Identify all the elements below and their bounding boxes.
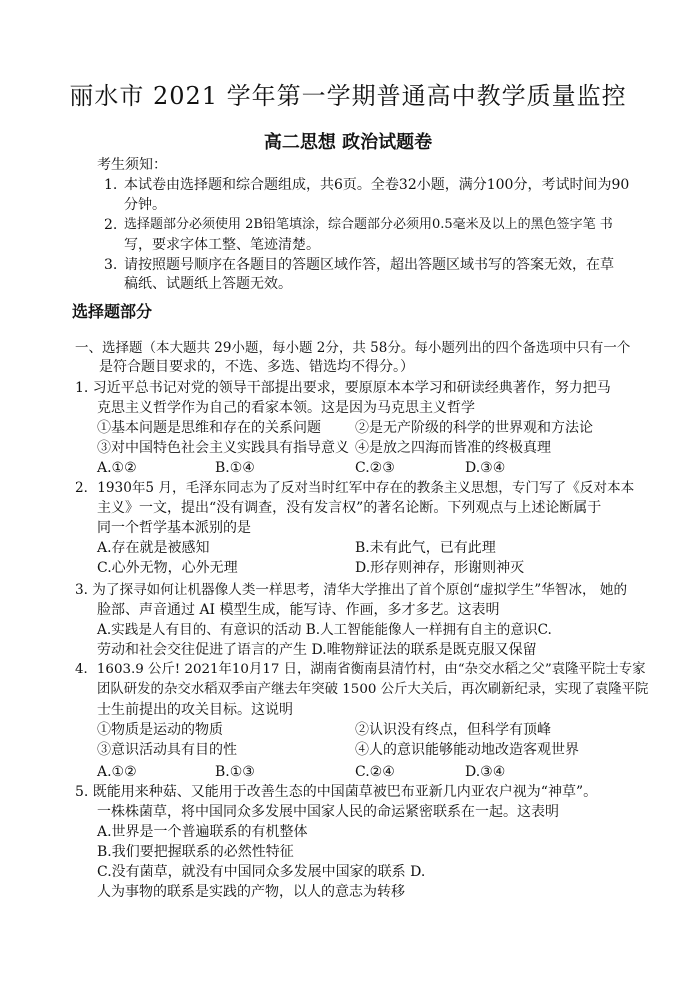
- question-3-choices: 劳动和社会交往促进了语言的产生 D.唯物辩证法的联系是既克服又保留: [97, 642, 537, 658]
- section-intro: 是符合题目要求的，不选、多选、错选均不得分。）: [99, 359, 414, 375]
- question-3-choices: A.实践是人有目的、有意识的活动 B.人工智能能像人一样拥有自主的意识C.: [97, 622, 552, 638]
- question-1-choice: D.③④: [465, 460, 506, 476]
- exam-subtitle: 高二思想 政治试题卷: [263, 132, 433, 153]
- notice-item-number: 3.: [104, 257, 118, 273]
- question-3-stem: 3. 为了探寻如何让机器像人类一样思考，清华大学推出了首个原创“虚拟学生”华智冰， 她的: [75, 582, 628, 598]
- question-5-choice: 人为事物的联系是实践的产物，以人的意志为转移: [97, 884, 405, 900]
- question-2-choice: B.未有此气，已有此理: [355, 540, 496, 556]
- question-5-stem: 一株株菌草，将中国同众多发展中国家人民的命运紧密联系在一起。这表明: [97, 804, 559, 820]
- notice-item-text: 写，要求字体工整、笔迹清楚。: [124, 237, 320, 253]
- question-4-option: ①物质是运动的物质: [97, 722, 223, 738]
- question-2-stem: 2．1930年5 月，毛泽东同志为了反对当时红军中存在的教条主义思想，专门写了《反对本本: [75, 480, 635, 496]
- notice-item-text: 请按照题号顺序在各题目的答题区域作答，超出答题区域书写的答案无效，在草: [124, 257, 614, 273]
- notice-item-text: 选择题部分必须使用 2B铅笔填涂，综合题部分必须用0.5毫米及以上的黑色签字笔 书: [124, 217, 613, 232]
- question-1-choice: C.②③: [355, 460, 395, 476]
- question-1-stem: 1. 习近平总书记对党的领导干部提出要求，要原原本本学习和研读经典著作，努力把马: [75, 380, 611, 396]
- question-2-choice: A.存在就是被感知: [97, 540, 210, 556]
- question-3-stem: 脸部、声音通过 AI 模型生成，能写诗、作画，多才多艺。这表明: [97, 602, 500, 618]
- question-5-choice: B.我们要把握联系的必然性特征: [97, 844, 294, 860]
- question-1-option: ②是无产阶级的科学的世界观和方法论: [355, 420, 593, 436]
- question-2-choice: D.形存则神存，形谢则神灭: [355, 560, 525, 576]
- question-1-option: ①基本问题是思维和存在的关系问题: [97, 420, 321, 436]
- question-4-choice: A.①②: [97, 764, 137, 780]
- question-5-choice: A.世界是一个普遍联系的有机整体: [97, 824, 308, 840]
- question-1-option: ④是放之四海而皆准的终极真理: [355, 440, 551, 456]
- question-4-choice: C.②④: [355, 764, 395, 780]
- section-title: 选择题部分: [72, 302, 153, 321]
- question-1-choice: B.①④: [215, 460, 255, 476]
- question-4-stem: 4．1603.9 公斤! 2021年10月17 日，湖南省衡南县清竹村，由“杂交水稻之父”袁隆平院士专家: [75, 662, 646, 677]
- question-2-stem: 同一个哲学基本派别的是: [97, 520, 251, 536]
- question-2-choice: C.心外无物，心外无理: [97, 560, 238, 576]
- notice-item-number: 1.: [104, 177, 118, 193]
- section-intro: 一、选择题（本大题共 29小题，每小题 2分，共 58分。每小题列出的四个备选项中只有一个: [75, 340, 631, 356]
- question-2-stem: 主义》一文，提出“没有调查，没有发言权”的著名论断。下列观点与上述论断属于: [97, 500, 602, 516]
- question-4-option: ③意识活动具有目的性: [97, 742, 237, 758]
- notice-heading: 考生须知：: [97, 157, 167, 173]
- notice-item-number: 2.: [104, 217, 118, 233]
- question-5-stem: 5. 既能用来种菇、又能用于改善生态的中国菌草被巴布亚新几内亚农户视为“神草”。: [75, 784, 598, 800]
- question-1-choice: A.①②: [97, 460, 137, 476]
- question-1-option: ③对中国特色社会主义实践具有指导意义: [97, 440, 349, 456]
- notice-item-text: 分钟。: [124, 197, 166, 213]
- question-4-stem: 士生前提出的攻关目标。这说明: [97, 702, 293, 718]
- notice-item-text: 稿纸、试题纸上答题无效。: [124, 276, 292, 292]
- question-4-choice: D.③④: [465, 764, 506, 780]
- question-5-choice: C.没有菌草，就没有中国同众多发展中国家的联系 D.: [97, 864, 426, 880]
- question-1-stem: 克思主义哲学作为自己的看家本领。这是因为马克思主义哲学: [97, 400, 475, 416]
- notice-item-text: 本试卷由选择题和综合题组成，共6页。全卷32小题，满分100分，考试时间为90: [124, 177, 630, 193]
- question-4-option: ④人的意识能够能动地改造客观世界: [355, 742, 579, 758]
- question-4-option: ②认识没有终点，但科学有顶峰: [355, 722, 551, 738]
- question-4-choice: B.①③: [215, 764, 255, 780]
- question-4-stem: 团队研发的杂交水稻双季亩产继去年突破 1500 公斤大关后，再次刷新纪录，实现了袁隆平院: [97, 682, 649, 697]
- exam-title: 丽水市 2021 学年第一学期普通高中教学质量监控: [69, 82, 627, 110]
